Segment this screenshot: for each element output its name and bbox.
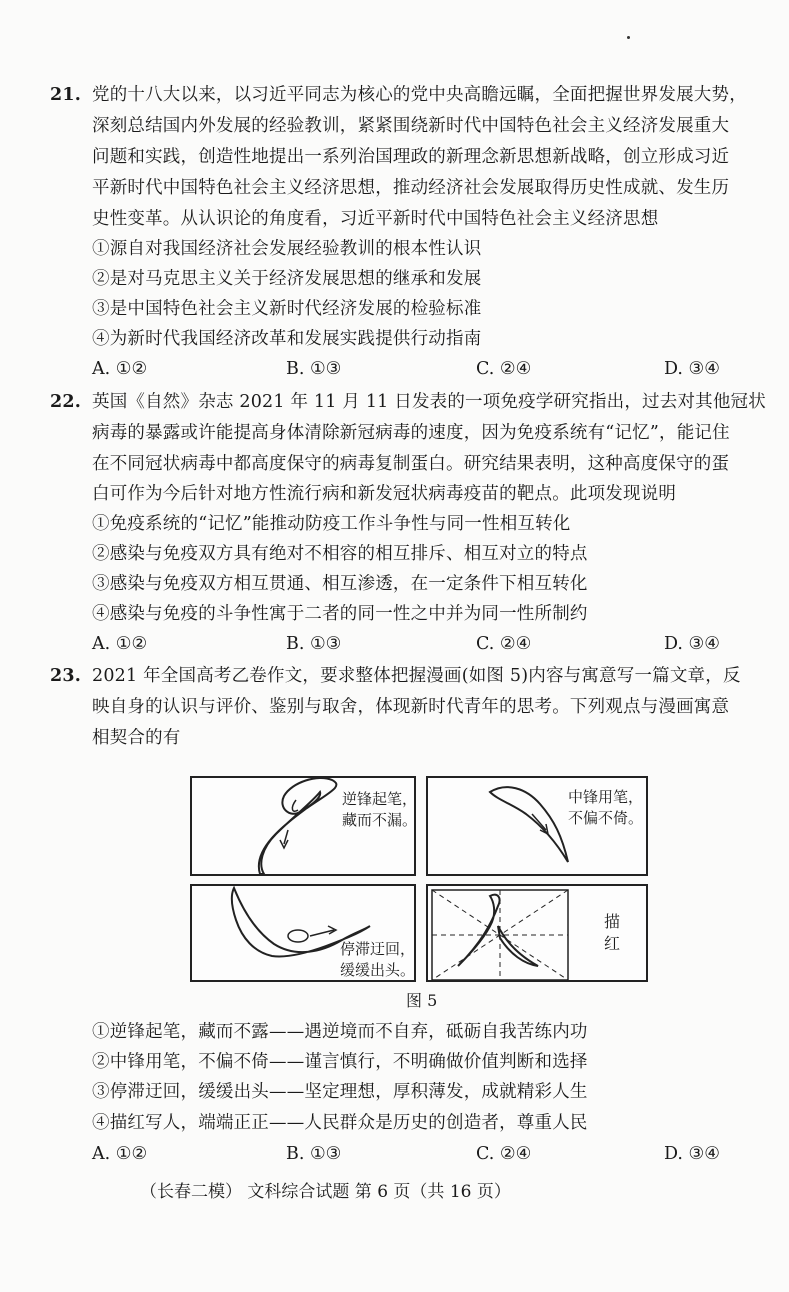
q21-options [92, 356, 752, 382]
q21-statement-2: ②是对马克思主义关于经济发展思想的继承和发展 [92, 269, 482, 289]
figure-panel-pause-tip [190, 884, 416, 982]
panel4-caption-1: 描 [604, 912, 621, 931]
panel1-caption-2: 藏而不漏。 [342, 811, 418, 829]
q22-number: 22. [50, 392, 82, 412]
q23-line-1: 2021 年全国高考乙卷作文，要求整体把握漫画(如图 5)内容与寓意写一篇文章，反 [92, 666, 741, 686]
q21-line-4: 平新时代中国特色社会主义经济思想，推动经济社会发展取得历史性成就、发生历 [92, 178, 730, 198]
figure-panel-reverse-tip [190, 776, 416, 876]
q23-statement-4: ④描红写人，端端正正——人民群众是历史的创造者，尊重人民 [92, 1113, 588, 1133]
q21-statement-4: ④为新时代我国经济改革和发展实践提供行动指南 [92, 329, 482, 349]
q21-option-c[interactable]: C. ②④ [476, 359, 532, 379]
q22-statement-4: ④感染与免疫的斗争性寓于二者的同一性之中并为同一性所制约 [92, 604, 588, 624]
q22-line-2: 病毒的暴露或许能提高身体清除新冠病毒的速度，因为免疫系统有“记忆”，能记住 [92, 423, 730, 443]
q22-statement-2: ②感染与免疫双方具有绝对不相容的相互排斥、相互对立的特点 [92, 544, 588, 564]
panel2-caption-1: 中锋用笔， [568, 788, 644, 806]
q23-option-d[interactable]: D. ③④ [664, 1144, 720, 1164]
q23-statement-3: ③停滞迂回，缓缓出头——坚定理想，厚积薄发，成就精彩人生 [92, 1082, 588, 1102]
figure-caption: 图 5 [406, 991, 438, 1010]
q23-line-2: 映自身的认识与评价、鉴别与取舍，体现新时代青年的思考。下列观点与漫画寓意 [92, 697, 730, 717]
q22-statement-1: ①免疫系统的“记忆”能推动防疫工作斗争性与同一性相互转化 [92, 514, 571, 534]
q23-statement-2: ②中锋用笔，不偏不倚——谨言慎行，不明确做价值判断和选择 [92, 1052, 588, 1072]
q23-statement-1: ①逆锋起笔，藏而不露——遇逆境而不自弃，砥砺自我苦练内功 [92, 1022, 588, 1042]
q21-line-3: 问题和实践，创造性地提出一系列治国理政的新理念新思想新战略，创立形成习近 [92, 147, 730, 167]
panel3-caption-1: 停滞迂回， [340, 940, 416, 958]
q21-line-5: 史性变革。从认识论的角度看，习近平新时代中国特色社会主义经济思想 [92, 209, 659, 229]
q22-option-a[interactable]: A. ①② [92, 634, 148, 654]
q23-option-b[interactable]: B. ①③ [286, 1144, 342, 1164]
q22-option-c[interactable]: C. ②④ [476, 634, 532, 654]
panel1-caption-1: 逆锋起笔， [342, 790, 418, 808]
q22-line-1: 英国《自然》杂志 2021 年 11 月 11 日发表的一项免疫学研究指出，过去对其他冠状 [92, 392, 766, 412]
q22-line-3: 在不同冠状病毒中都高度保守的病毒复制蛋白。研究结果表明，这种高度保守的蛋 [92, 454, 730, 474]
q21-option-b[interactable]: B. ①③ [286, 359, 342, 379]
q21-option-d[interactable]: D. ③④ [664, 359, 720, 379]
q23-option-a[interactable]: A. ①② [92, 1144, 148, 1164]
q22-option-b[interactable]: B. ①③ [286, 634, 342, 654]
ink-dot [627, 36, 630, 39]
q21-statement-1: ①源自对我国经济社会发展经验教训的根本性认识 [92, 239, 482, 259]
q21-option-a[interactable]: A. ①② [92, 359, 148, 379]
q22-options [92, 631, 752, 657]
figure-5 [190, 776, 648, 982]
q21-line-2: 深刻总结国内外发展的经验教训，紧紧围绕新时代中国特色社会主义经济发展重大 [92, 116, 730, 136]
page-footer: （长春二模） 文科综合试题 第 6 页（共 16 页） [140, 1182, 511, 1202]
q21-statement-3: ③是中国特色社会主义新时代经济发展的检验标准 [92, 299, 482, 319]
q21-number: 21. [50, 85, 82, 105]
q22-line-4: 白可作为今后针对地方性流行病和新发冠状病毒疫苗的靶点。此项发现说明 [92, 484, 677, 504]
panel3-caption-2: 缓缓出头。 [340, 961, 416, 979]
panel4-caption-2: 红 [604, 934, 621, 953]
q23-number: 23. [50, 666, 82, 686]
figure-panel-tracing [426, 884, 648, 982]
panel2-caption-2: 不偏不倚。 [568, 809, 644, 827]
figure-panel-center-tip [426, 776, 648, 876]
q21-line-1: 党的十八大以来，以习近平同志为核心的党中央高瞻远瞩，全面把握世界发展大势， [92, 85, 747, 105]
q23-options [92, 1141, 752, 1167]
q22-statement-3: ③感染与免疫双方相互贯通、相互渗透，在一定条件下相互转化 [92, 574, 588, 594]
q23-option-c[interactable]: C. ②④ [476, 1144, 532, 1164]
q22-option-d[interactable]: D. ③④ [664, 634, 720, 654]
q23-line-3: 相契合的有 [92, 728, 181, 748]
